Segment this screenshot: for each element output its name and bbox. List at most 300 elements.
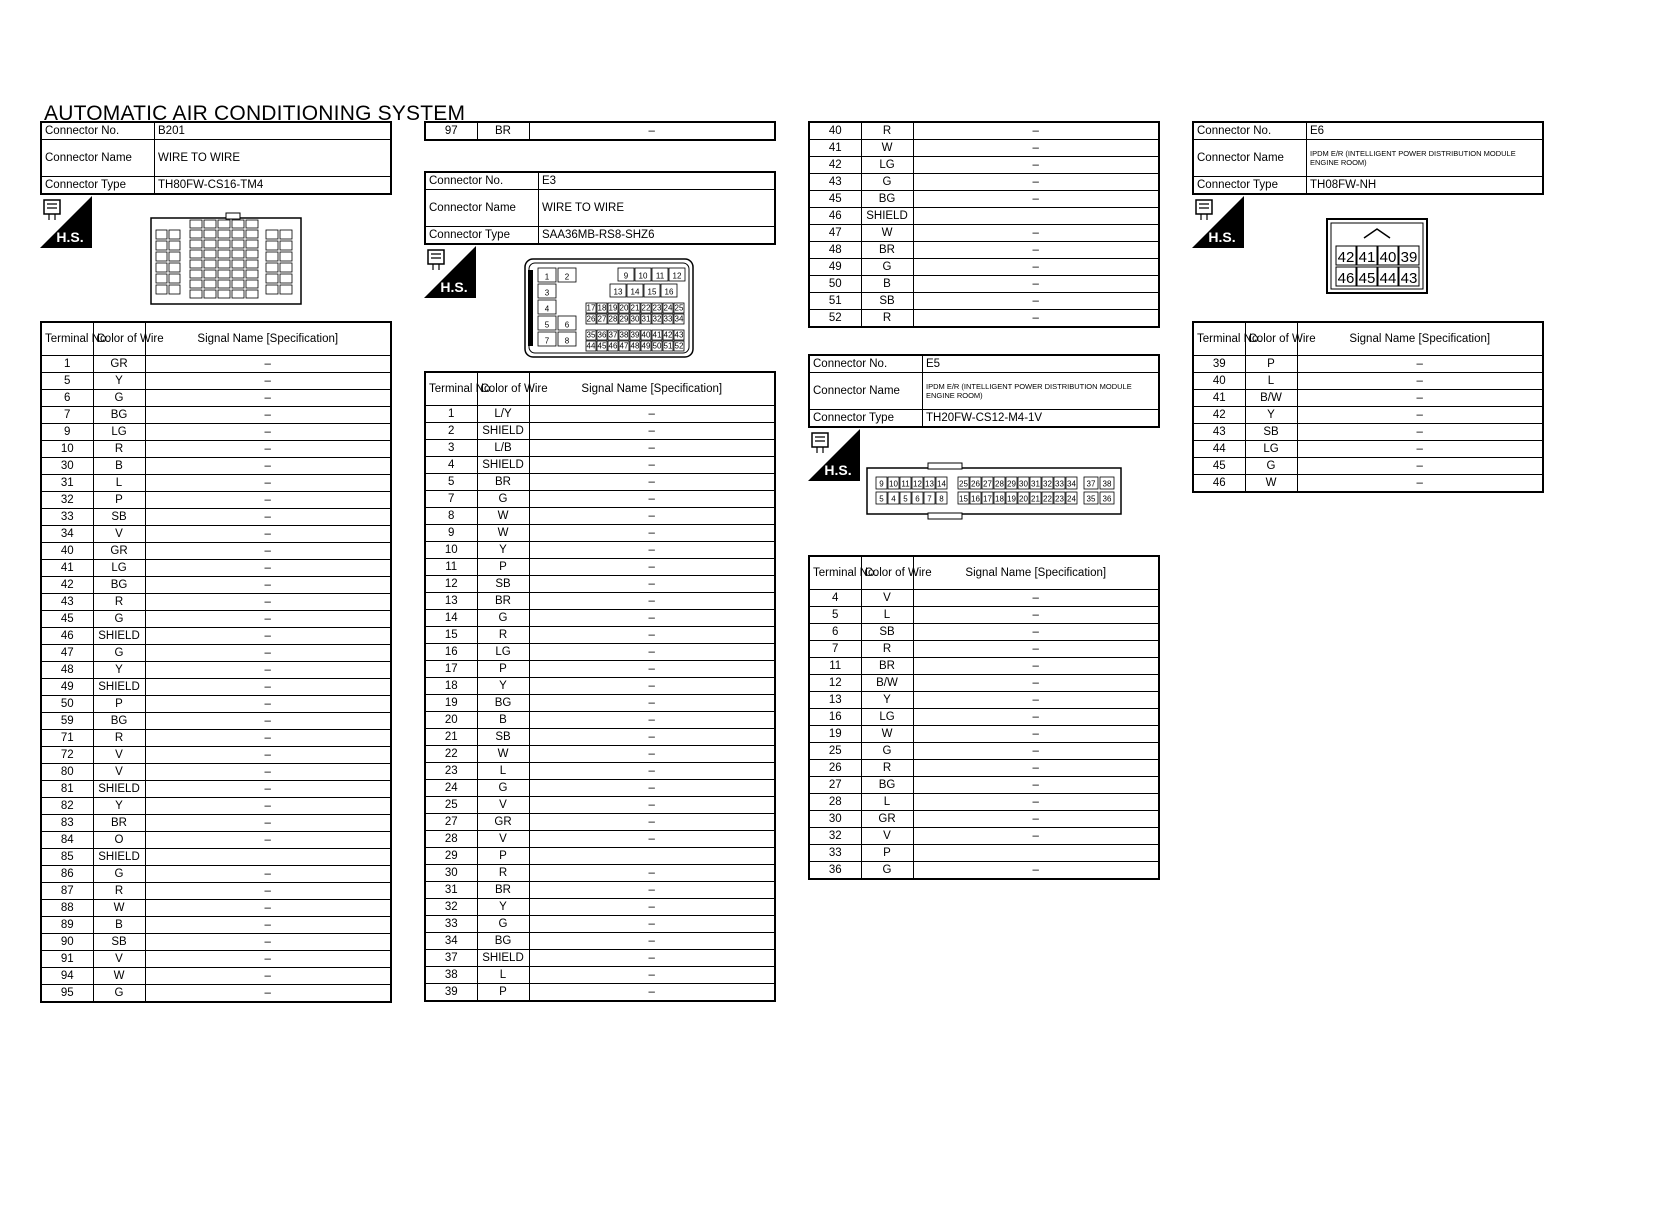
terminal-no-cell: 19 (809, 726, 861, 743)
cavity-label: 6 (915, 494, 920, 504)
terminal-no-cell: 30 (425, 865, 477, 882)
terminal-no-cell: 46 (41, 628, 93, 645)
signal-name-cell: – (145, 560, 391, 577)
connector-name-label: Connector Name (425, 190, 539, 227)
wire-color-cell: W (477, 746, 529, 763)
terminal-no-cell: 28 (425, 831, 477, 848)
wire-color-cell: SHIELD (477, 950, 529, 967)
wire-color-cell: BG (93, 407, 145, 424)
cavity-label: 14 (937, 479, 946, 489)
wire-color-cell: BG (93, 577, 145, 594)
cavity-label: 41 (1358, 249, 1376, 266)
connector-no-value: E5 (923, 355, 1160, 373)
table-row (41, 356, 391, 373)
wire-color-cell: SHIELD (477, 423, 529, 440)
signal-name-cell (913, 845, 1159, 862)
wire-color-cell: R (861, 122, 913, 140)
wire-color-cell: LG (1245, 441, 1297, 458)
wire-color-cell: G (861, 862, 913, 880)
wire-color-cell: V (93, 764, 145, 781)
wire-color-cell: P (477, 984, 529, 1002)
connector-e3-pin-table-continued (808, 121, 1160, 328)
cavity-label: 5 (544, 320, 550, 330)
cavity-label: 49 (641, 341, 651, 351)
wire-color-cell: R (861, 310, 913, 328)
table-row (809, 225, 1159, 242)
terminal-no-cell: 50 (809, 276, 861, 293)
signal-name-cell: – (145, 577, 391, 594)
signal-name-cell: – (913, 310, 1159, 328)
signal-name-cell: – (529, 406, 775, 423)
signal-name-cell: – (145, 696, 391, 713)
cavity-label: 19 (1007, 494, 1016, 504)
terminal-no-cell: 83 (41, 815, 93, 832)
cavity-label: 32 (652, 314, 662, 324)
cavity-label: 32 (1043, 479, 1052, 489)
wire-color-cell: R (93, 441, 145, 458)
cavity-label: 8 (564, 336, 570, 346)
signal-name-cell: – (145, 900, 391, 917)
wire-color-cell: G (93, 866, 145, 883)
table-row (809, 276, 1159, 293)
wire-color-cell: L (861, 794, 913, 811)
wire-color-cell: Y (477, 542, 529, 559)
table-row (425, 542, 775, 559)
table-row (41, 849, 391, 866)
connector-no-label: Connector No. (1193, 122, 1307, 140)
table-row (41, 730, 391, 747)
terminal-no-cell: 7 (809, 641, 861, 658)
table-row (41, 509, 391, 526)
signal-name-cell: – (529, 593, 775, 610)
table-row (1193, 390, 1543, 407)
wire-color-cell: R (477, 865, 529, 882)
cavity-label: 16 (971, 494, 980, 504)
wire-color-cell: B (861, 276, 913, 293)
wire-color-cell: SHIELD (477, 457, 529, 474)
terminal-no-cell: 86 (41, 866, 93, 883)
connector-no-label: Connector No. (41, 122, 155, 140)
signal-name-cell: – (913, 624, 1159, 641)
cavity-label: 4 (544, 304, 550, 314)
terminal-no-cell: 40 (1193, 373, 1245, 390)
wire-color-cell: SB (93, 509, 145, 526)
terminal-no-cell: 39 (425, 984, 477, 1002)
terminal-no-cell: 32 (809, 828, 861, 845)
signal-name-cell: – (913, 794, 1159, 811)
cavity-label: 30 (1019, 479, 1028, 489)
terminal-no-cell: 34 (41, 526, 93, 543)
signal-name-cell: – (913, 760, 1159, 777)
cavity-label: 24 (1067, 494, 1076, 504)
signal-name-cell: – (529, 440, 775, 457)
table-row (425, 695, 775, 712)
wire-color-cell: W (861, 726, 913, 743)
wire-color-cell: R (93, 594, 145, 611)
signal-name-cell: – (1297, 475, 1543, 493)
cavity-label: 25 (959, 479, 968, 489)
terminal-no-cell: 14 (425, 610, 477, 627)
table-row (809, 607, 1159, 624)
terminal-no-cell: 1 (425, 406, 477, 423)
table-row (809, 259, 1159, 276)
wire-color-cell: GR (477, 814, 529, 831)
signal-name-cell: – (913, 293, 1159, 310)
signal-name-cell: – (145, 832, 391, 849)
table-row (809, 641, 1159, 658)
cavity-label: 52 (674, 341, 684, 351)
wire-color-cell: R (477, 627, 529, 644)
connector-name-label: Connector Name (809, 373, 923, 410)
table-row (41, 713, 391, 730)
signal-name-cell: – (529, 780, 775, 797)
cavity-label: 33 (1055, 479, 1064, 489)
terminal-no-cell: 7 (41, 407, 93, 424)
table-row (425, 508, 775, 525)
terminal-no-cell: 32 (425, 899, 477, 916)
wire-color-cell: W (93, 968, 145, 985)
terminal-no-header: Terminal No. (809, 556, 861, 590)
cavity-label: 24 (663, 303, 673, 313)
signal-name-cell: – (529, 457, 775, 474)
wire-color-cell: Y (93, 373, 145, 390)
wire-color-cell: B/W (1245, 390, 1297, 407)
table-row (425, 122, 775, 140)
cavity-label: 17 (983, 494, 992, 504)
wire-color-cell: SB (861, 624, 913, 641)
wire-color-cell: G (861, 174, 913, 191)
cavity-label: 22 (641, 303, 651, 313)
table-row (809, 293, 1159, 310)
table-row (41, 441, 391, 458)
cavity-label: 47 (619, 341, 629, 351)
cavity-label: 9 (623, 271, 629, 281)
wire-color-cell: L (861, 607, 913, 624)
signal-name-cell: – (913, 862, 1159, 880)
cavity-label: 37 (608, 330, 618, 340)
terminal-no-cell: 45 (809, 191, 861, 208)
terminal-no-cell: 2 (425, 423, 477, 440)
terminal-no-cell: 95 (41, 985, 93, 1003)
table-row (425, 457, 775, 474)
cavity-label: 36 (597, 330, 607, 340)
wire-color-cell: P (93, 492, 145, 509)
table-row (809, 828, 1159, 845)
terminal-no-cell: 11 (809, 658, 861, 675)
wire-color-cell: V (93, 951, 145, 968)
signal-name-cell: – (1297, 373, 1543, 390)
cavity-label: 42 (1337, 249, 1355, 266)
wire-color-cell: LG (861, 709, 913, 726)
wire-color-cell: G (861, 743, 913, 760)
cavity-label: 27 (983, 479, 992, 489)
table-row (809, 310, 1159, 328)
table-row (41, 866, 391, 883)
table-row (41, 373, 391, 390)
signal-name-cell: – (1297, 424, 1543, 441)
terminal-no-cell: 47 (41, 645, 93, 662)
signal-name-cell: – (145, 866, 391, 883)
signal-name-cell: – (529, 729, 775, 746)
signal-name-cell: – (529, 899, 775, 916)
terminal-no-cell: 29 (425, 848, 477, 865)
table-row (809, 191, 1159, 208)
wire-color-cell: P (477, 661, 529, 678)
terminal-no-cell: 43 (809, 174, 861, 191)
cavity-label: 30 (630, 314, 640, 324)
table-row (41, 832, 391, 849)
cavity-label: 34 (674, 314, 684, 324)
signal-name-cell: – (529, 559, 775, 576)
signal-name-cell: – (913, 225, 1159, 242)
terminal-no-cell: 36 (809, 862, 861, 880)
table-row (425, 440, 775, 457)
cavity-label: 15 (647, 287, 657, 297)
terminal-no-cell: 46 (809, 208, 861, 225)
signal-name-cell: – (529, 797, 775, 814)
connector-e6-face (1326, 218, 1430, 296)
signal-name-cell: – (145, 764, 391, 781)
table-row (425, 865, 775, 882)
terminal-no-cell: 21 (425, 729, 477, 746)
wire-color-cell: LG (93, 560, 145, 577)
table-row (41, 781, 391, 798)
signal-name-cell: – (529, 916, 775, 933)
signal-name-cell: – (913, 607, 1159, 624)
wire-color-cell: GR (93, 543, 145, 560)
signal-name-cell (913, 208, 1159, 225)
terminal-no-cell: 48 (41, 662, 93, 679)
terminal-no-cell: 27 (425, 814, 477, 831)
signal-name-cell: – (529, 967, 775, 984)
wire-color-cell: G (1245, 458, 1297, 475)
hs-icon (424, 246, 476, 298)
cavity-label: 22 (1043, 494, 1052, 504)
terminal-no-cell: 42 (41, 577, 93, 594)
cavity-label: 8 (939, 494, 944, 504)
table-row (809, 709, 1159, 726)
signal-name-cell: – (145, 645, 391, 662)
terminal-no-cell: 9 (41, 424, 93, 441)
table-row (41, 662, 391, 679)
wire-color-cell: L/B (477, 440, 529, 457)
signal-name-cell: – (145, 662, 391, 679)
signal-name-cell: – (145, 713, 391, 730)
cavity-label: 40 (1379, 249, 1397, 266)
terminal-no-cell: 18 (425, 678, 477, 695)
terminal-no-cell: 39 (1193, 356, 1245, 373)
wire-color-cell: G (477, 780, 529, 797)
terminal-no-cell: 43 (1193, 424, 1245, 441)
signal-name-header: Signal Name [Specification] (145, 322, 391, 356)
cavity-label: 12 (913, 479, 922, 489)
terminal-no-cell: 9 (425, 525, 477, 542)
signal-name-cell: – (529, 746, 775, 763)
signal-name-cell: – (913, 709, 1159, 726)
table-row (425, 678, 775, 695)
signal-name-cell: – (529, 508, 775, 525)
table-row (41, 543, 391, 560)
signal-name-cell: – (913, 157, 1159, 174)
signal-name-cell: – (145, 917, 391, 934)
signal-name-cell: – (1297, 458, 1543, 475)
signal-name-cell: – (529, 882, 775, 899)
table-row (809, 122, 1159, 140)
table-row (425, 763, 775, 780)
table-row (425, 950, 775, 967)
wire-color-cell: SB (477, 729, 529, 746)
signal-name-cell: – (529, 610, 775, 627)
table-row (809, 590, 1159, 607)
signal-name-cell: – (145, 985, 391, 1003)
terminal-no-cell: 12 (809, 675, 861, 692)
table-row (425, 661, 775, 678)
table-row (809, 624, 1159, 641)
terminal-no-cell: 10 (425, 542, 477, 559)
table-row (425, 406, 775, 423)
signal-name-cell: – (145, 373, 391, 390)
signal-name-cell: – (529, 678, 775, 695)
signal-name-cell: – (529, 627, 775, 644)
cavity-label: 7 (927, 494, 932, 504)
signal-name-cell (145, 849, 391, 866)
table-row (425, 423, 775, 440)
connector-b201-pin-table (40, 321, 392, 1003)
wire-color-cell: BR (93, 815, 145, 832)
terminal-no-cell: 48 (809, 242, 861, 259)
cavity-label: 20 (619, 303, 629, 313)
terminal-no-cell: 16 (425, 644, 477, 661)
cavity-label: 2 (564, 272, 570, 282)
signal-name-cell: – (529, 542, 775, 559)
cavity-label: 26 (971, 479, 980, 489)
connector-type-label: Connector Type (425, 227, 539, 245)
cavity-label: 10 (638, 271, 648, 281)
wire-color-cell: BR (477, 882, 529, 899)
cavity-label: 27 (597, 314, 607, 324)
table-row (425, 559, 775, 576)
signal-name-cell: – (913, 122, 1159, 140)
wire-color-cell: SB (477, 576, 529, 593)
signal-name-cell: – (913, 174, 1159, 191)
terminal-no-cell: 5 (809, 607, 861, 624)
wire-color-cell: W (1245, 475, 1297, 493)
terminal-no-cell: 80 (41, 764, 93, 781)
table-row (425, 882, 775, 899)
cavity-label: 48 (630, 341, 640, 351)
wire-color-cell: LG (861, 157, 913, 174)
hs-icon (40, 196, 92, 248)
terminal-no-cell: 16 (809, 709, 861, 726)
cavity-label: 28 (608, 314, 618, 324)
wire-color-cell: G (861, 259, 913, 276)
signal-name-cell: – (145, 492, 391, 509)
cavity-label: 21 (1031, 494, 1040, 504)
cavity-label: 45 (1358, 270, 1376, 287)
terminal-no-cell: 40 (809, 122, 861, 140)
table-row (1193, 407, 1543, 424)
terminal-no-cell: 20 (425, 712, 477, 729)
terminal-no-cell: 26 (809, 760, 861, 777)
connector-name-value: IPDM E/R (INTELLIGENT POWER DISTRIBUTION MODULE ENGINE ROOM) (923, 373, 1160, 410)
signal-name-cell: – (529, 644, 775, 661)
table-row (425, 474, 775, 491)
terminal-no-cell: 94 (41, 968, 93, 985)
cavity-label: 18 (995, 494, 1004, 504)
signal-name-cell: – (1297, 390, 1543, 407)
terminal-no-cell: 40 (41, 543, 93, 560)
signal-name-cell: – (913, 658, 1159, 675)
cavity-label: 29 (1007, 479, 1016, 489)
table-row (809, 658, 1159, 675)
signal-name-cell: – (145, 526, 391, 543)
table-row (425, 848, 775, 865)
signal-name-cell (529, 848, 775, 865)
table-row (809, 208, 1159, 225)
wire-color-cell: Y (93, 798, 145, 815)
signal-name-cell: – (529, 576, 775, 593)
signal-name-cell: – (529, 763, 775, 780)
table-row (1193, 356, 1543, 373)
connector-e3-face (524, 258, 696, 360)
terminal-no-cell: 30 (809, 811, 861, 828)
connector-no-label: Connector No. (425, 172, 539, 190)
table-row (425, 525, 775, 542)
wire-color-cell: V (477, 797, 529, 814)
table-row (1193, 424, 1543, 441)
cavity-label: 23 (1055, 494, 1064, 504)
cavity-label: 46 (1337, 270, 1355, 287)
cavity-label: 38 (1102, 479, 1112, 489)
connector-e3-pin-table (424, 371, 776, 1002)
connector-type-value: TH08FW-NH (1307, 177, 1544, 195)
signal-name-cell: – (529, 695, 775, 712)
table-row (1193, 441, 1543, 458)
color-of-wire-header: Color of Wire (861, 556, 913, 590)
connector-b201-pin-table-continued (424, 121, 776, 141)
table-row (41, 611, 391, 628)
wire-color-cell: B (477, 712, 529, 729)
wire-color-cell: V (93, 526, 145, 543)
cavity-label: 18 (597, 303, 607, 313)
signal-name-cell: – (145, 441, 391, 458)
terminal-no-cell: 41 (41, 560, 93, 577)
table-row (809, 242, 1159, 259)
table-row (41, 492, 391, 509)
cavity-label: 19 (608, 303, 618, 313)
signal-name-cell: – (145, 951, 391, 968)
terminal-no-cell: 25 (809, 743, 861, 760)
wire-color-cell: B (93, 917, 145, 934)
table-row (425, 644, 775, 661)
wire-color-cell: GR (861, 811, 913, 828)
cavity-label: 43 (674, 330, 684, 340)
signal-name-cell: – (913, 590, 1159, 607)
table-row (425, 576, 775, 593)
signal-name-cell: – (145, 968, 391, 985)
signal-name-cell: – (529, 814, 775, 831)
hs-label: H.S. (824, 462, 852, 478)
table-row (425, 797, 775, 814)
signal-name-cell: – (913, 777, 1159, 794)
signal-name-cell: – (913, 191, 1159, 208)
table-row (41, 985, 391, 1003)
terminal-no-cell: 31 (41, 475, 93, 492)
terminal-no-cell: 25 (425, 797, 477, 814)
wire-color-cell: R (93, 883, 145, 900)
connector-name-value: IPDM E/R (INTELLIGENT POWER DISTRIBUTION MODULE ENGINE ROOM) (1307, 140, 1544, 177)
cavity-label: 5 (903, 494, 908, 504)
